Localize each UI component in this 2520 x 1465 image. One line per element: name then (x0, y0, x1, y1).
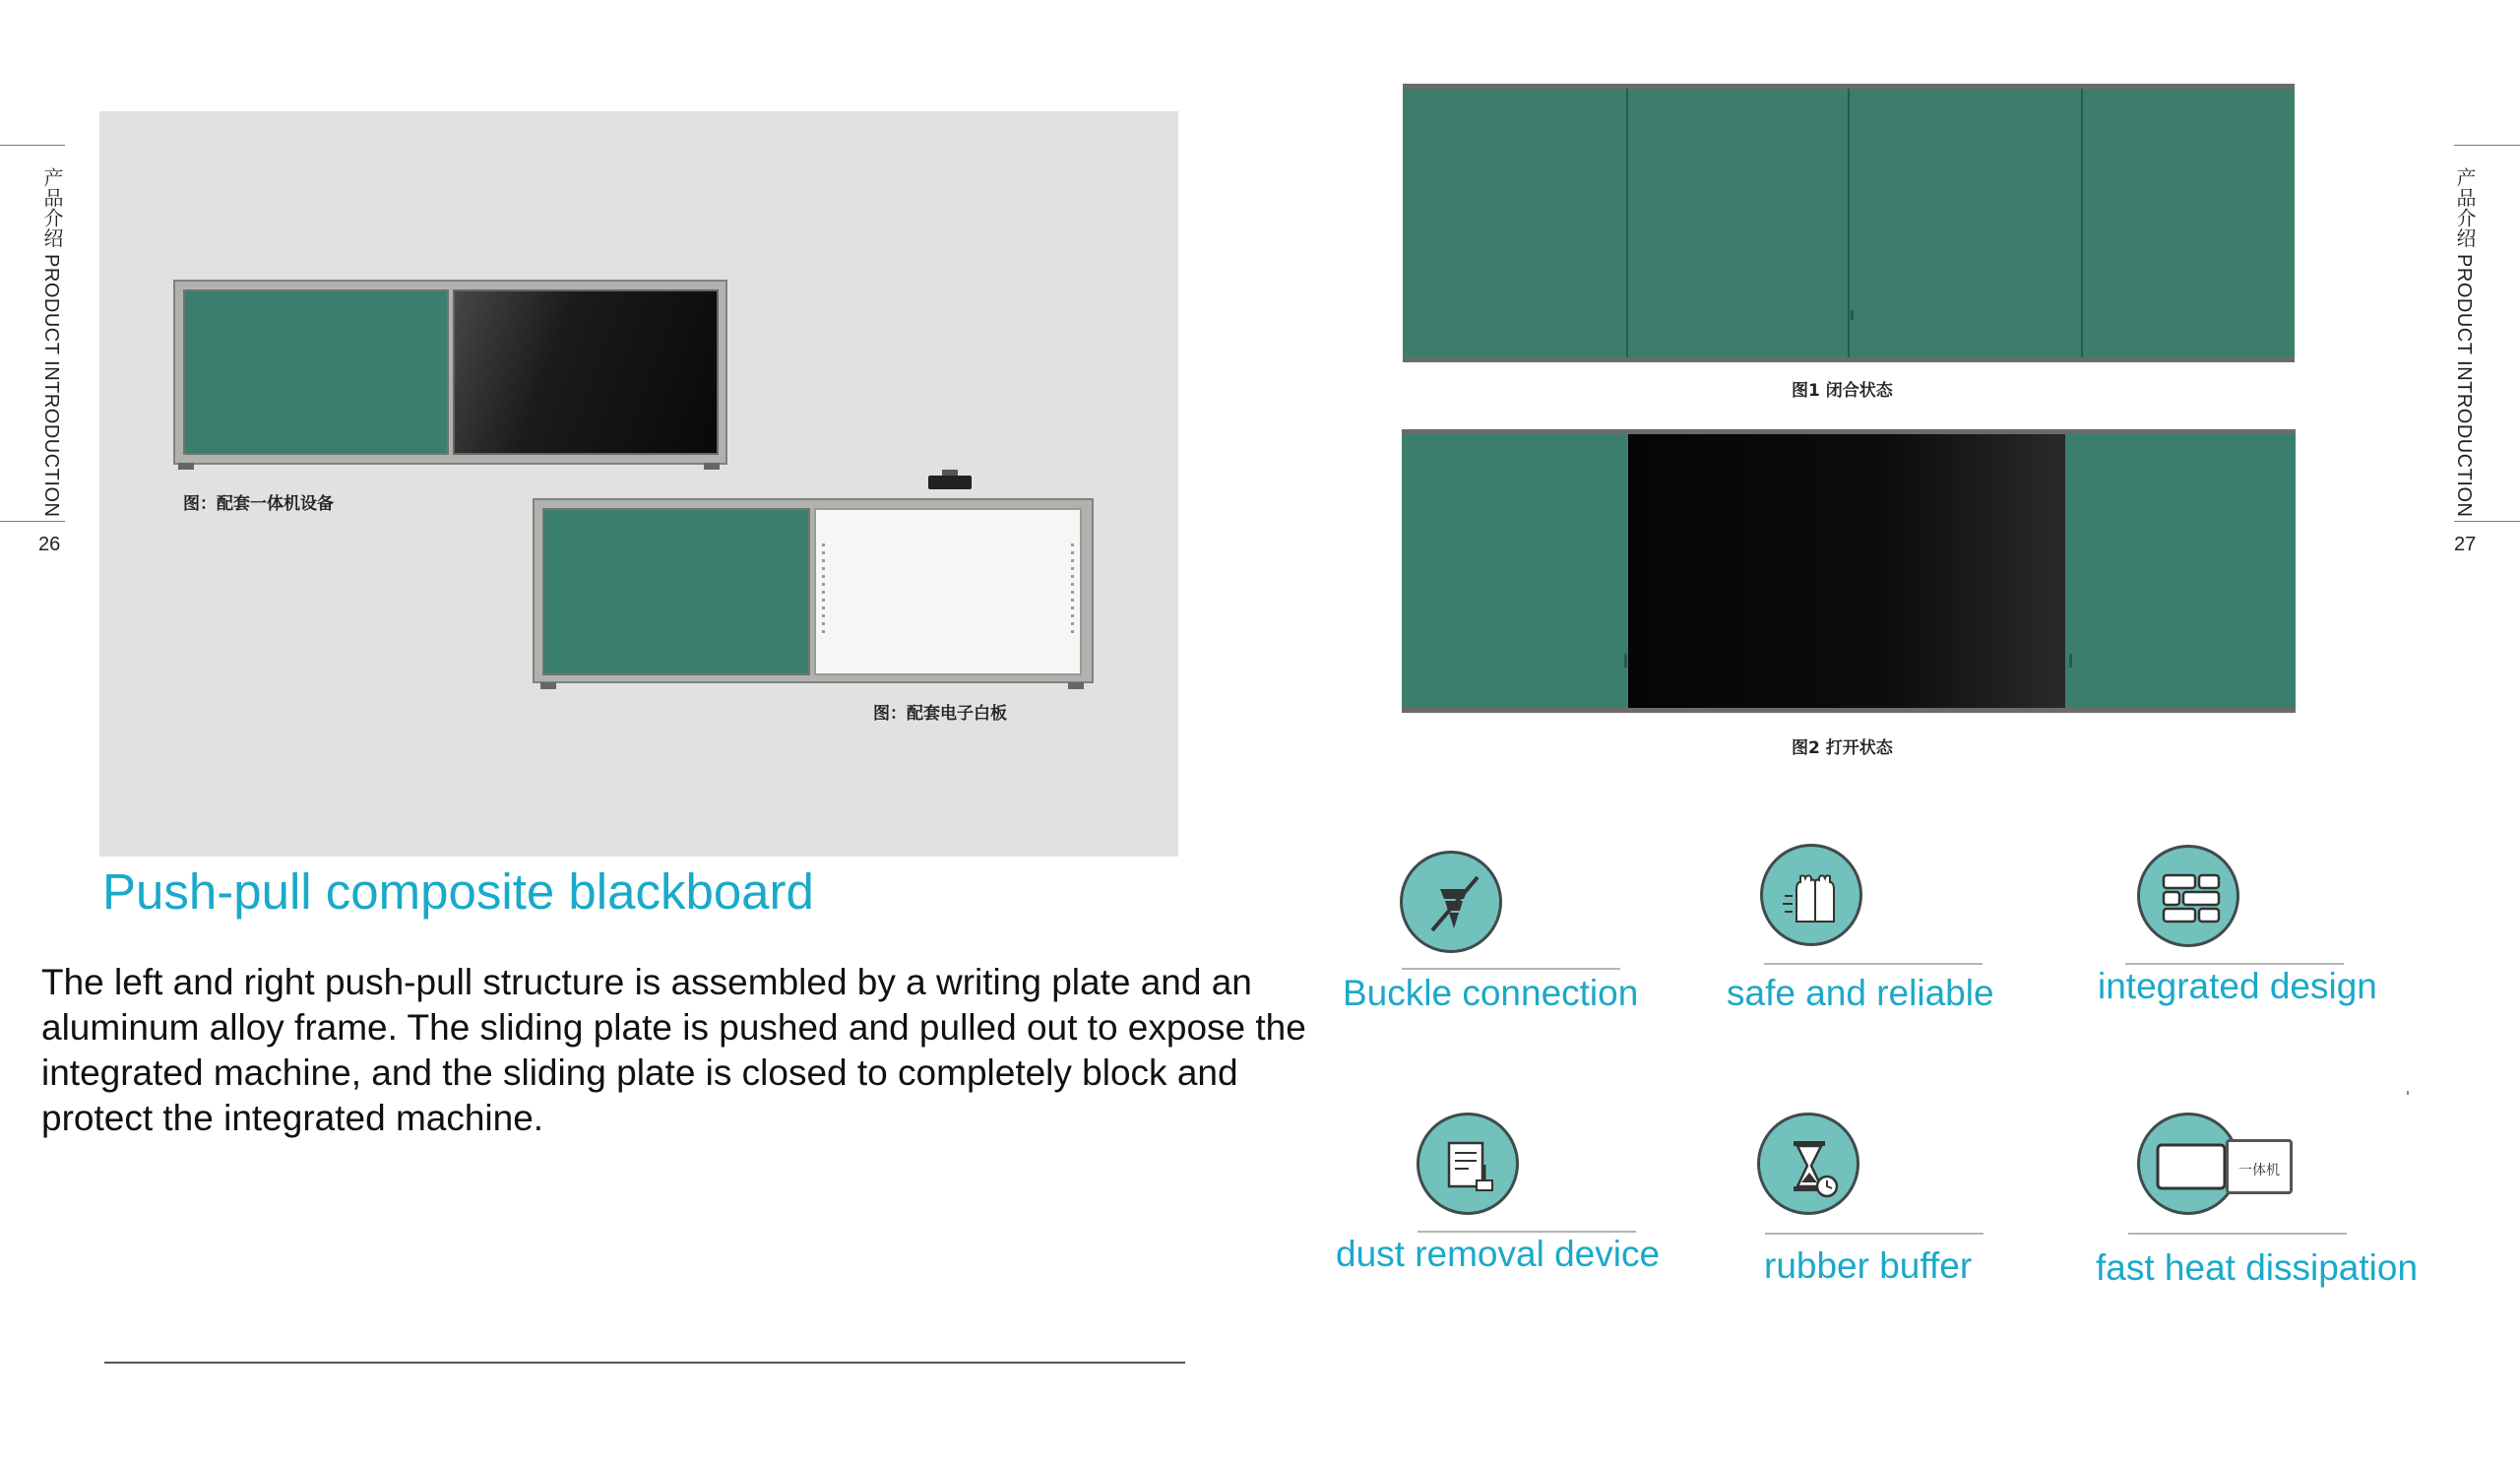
product-photo (99, 111, 1178, 857)
right-top-rule (2454, 145, 2520, 146)
product-description: The left and right push-pull structure is assembled by a writing plate and an aluminum alloy frame. The sliding plate is pushed and pulled out to expose the integrated machine, and the sliding plate is closed to completely block and protect the integrated machine. (41, 962, 1306, 1138)
feature-label-integrated: integrated design (2098, 966, 2377, 1006)
feature-divider (2128, 1233, 2347, 1235)
open-state-figure (1402, 429, 2296, 713)
closed-state-figure (1403, 84, 2295, 363)
feature-divider (1418, 1231, 1636, 1233)
integrated-machine-tab (2226, 1139, 2293, 1194)
integrated-machine-icon (2137, 1113, 2239, 1215)
stray-mark (2407, 1091, 2409, 1095)
right-bottom-rule (2454, 521, 2520, 522)
open-state-caption: 图2 打开状态 (1792, 738, 1893, 758)
bottom-rule (104, 1362, 1185, 1364)
feature-divider (1765, 1233, 1984, 1235)
closed-state-caption: 图1 闭合状态 (1792, 381, 1893, 401)
page-title: Push-pull composite blackboard (102, 863, 814, 920)
camera (928, 476, 972, 489)
left-side-label: 产品介绍 PRODUCT INTRODUCTION (40, 167, 62, 518)
integrated-machine-tab-label: 一体机 (2238, 1163, 2280, 1178)
feature-divider (1402, 968, 1620, 970)
photo-caption-whiteboard: 图：配套电子白板 (873, 704, 1007, 724)
right-side-label: 产品介绍 PRODUCT INTRODUCTION (2453, 167, 2475, 518)
feature-label-rubber: rubber buffer (1764, 1245, 1973, 1286)
document-brush-icon (1417, 1113, 1519, 1215)
feature-label-heat: fast heat dissipation (2096, 1247, 2419, 1288)
left-bottom-rule (0, 521, 65, 522)
photo-caption-integrated: 图：配套一体机设备 (183, 494, 334, 514)
hourglass-icon (1757, 1113, 1859, 1215)
feature-label-buckle: Buckle connection (1343, 973, 1639, 1013)
feature-label-safe: safe and reliable (1727, 973, 1994, 1013)
right-page-number: 27 (2454, 534, 2477, 555)
feature-divider (2125, 963, 2344, 965)
modules-grid-icon (2137, 845, 2239, 947)
board-with-integrated-machine (173, 280, 727, 465)
screw-prohibited-icon (1400, 851, 1502, 953)
feature-label-dust: dust removal device (1336, 1234, 1661, 1274)
feature-divider (1764, 963, 1983, 965)
left-top-rule (0, 145, 65, 146)
left-page-number: 26 (38, 534, 61, 555)
board-with-electronic-whiteboard (533, 498, 1094, 683)
gloved-hands-icon (1760, 844, 1862, 946)
